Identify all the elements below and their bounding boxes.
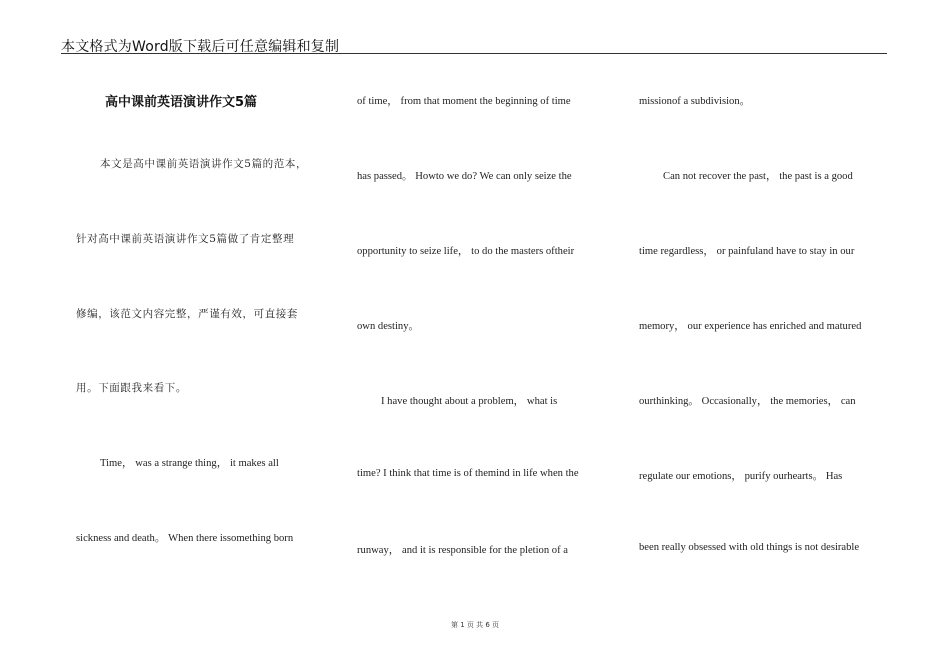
col3-line-3: time regardless， or painfuland have to stay in our — [639, 246, 855, 257]
col1-line-1: 本文是高中课前英语演讲作文5篇的范本， — [100, 158, 308, 170]
col2-line-1: of time， from that moment the beginning of time — [357, 96, 571, 107]
page-number-footer: 第 1 页 共 6 页 — [450, 621, 500, 629]
document-title: 高中课前英语演讲作文5篇 — [105, 95, 258, 110]
page-header-title: 本文格式为Word版下载后可任意编辑和复制 — [61, 39, 340, 55]
col3-line-1: missionof a subdivision。 — [639, 96, 751, 107]
col2-line-3: opportunity to seize life， to do the masters oftheir — [357, 246, 575, 257]
col2-line-2: has passed。 Howto we do? We can only seize the — [357, 171, 572, 182]
col3-line-4: memory， our experience has enriched and matured — [639, 321, 862, 332]
col3-line-7: been really obsessed with old things is not desirable — [639, 542, 860, 553]
col1-line-5: Time， was a strange thing， it makes all — [100, 458, 279, 469]
col2-line-6: time? I think that time is of themind in life when the — [357, 468, 579, 479]
col1-line-2: 针对高中课前英语演讲作文5篇做了肯定整理 — [76, 233, 295, 245]
header-divider — [61, 53, 887, 54]
col3-line-6: regulate our emotions， purify ourhearts。 Has — [639, 471, 843, 482]
col2-line-5: I have thought about a problem， what is — [381, 396, 558, 407]
col1-line-4: 用。下面跟我来看下。 — [76, 382, 187, 394]
col2-line-4: own destiny。 — [357, 321, 420, 332]
col3-line-5: ourthinking。 Occasionally， the memories， can — [639, 396, 856, 407]
col1-line-3: 修编，该范文内容完整，严谨有效，可直接套 — [76, 308, 298, 320]
col1-line-6: sickness and death。 When there issomething born — [76, 533, 294, 544]
col3-line-2: Can not recover the past， the past is a good — [663, 171, 853, 182]
col2-line-7: runway， and it is responsible for the pletion of a — [357, 545, 568, 556]
